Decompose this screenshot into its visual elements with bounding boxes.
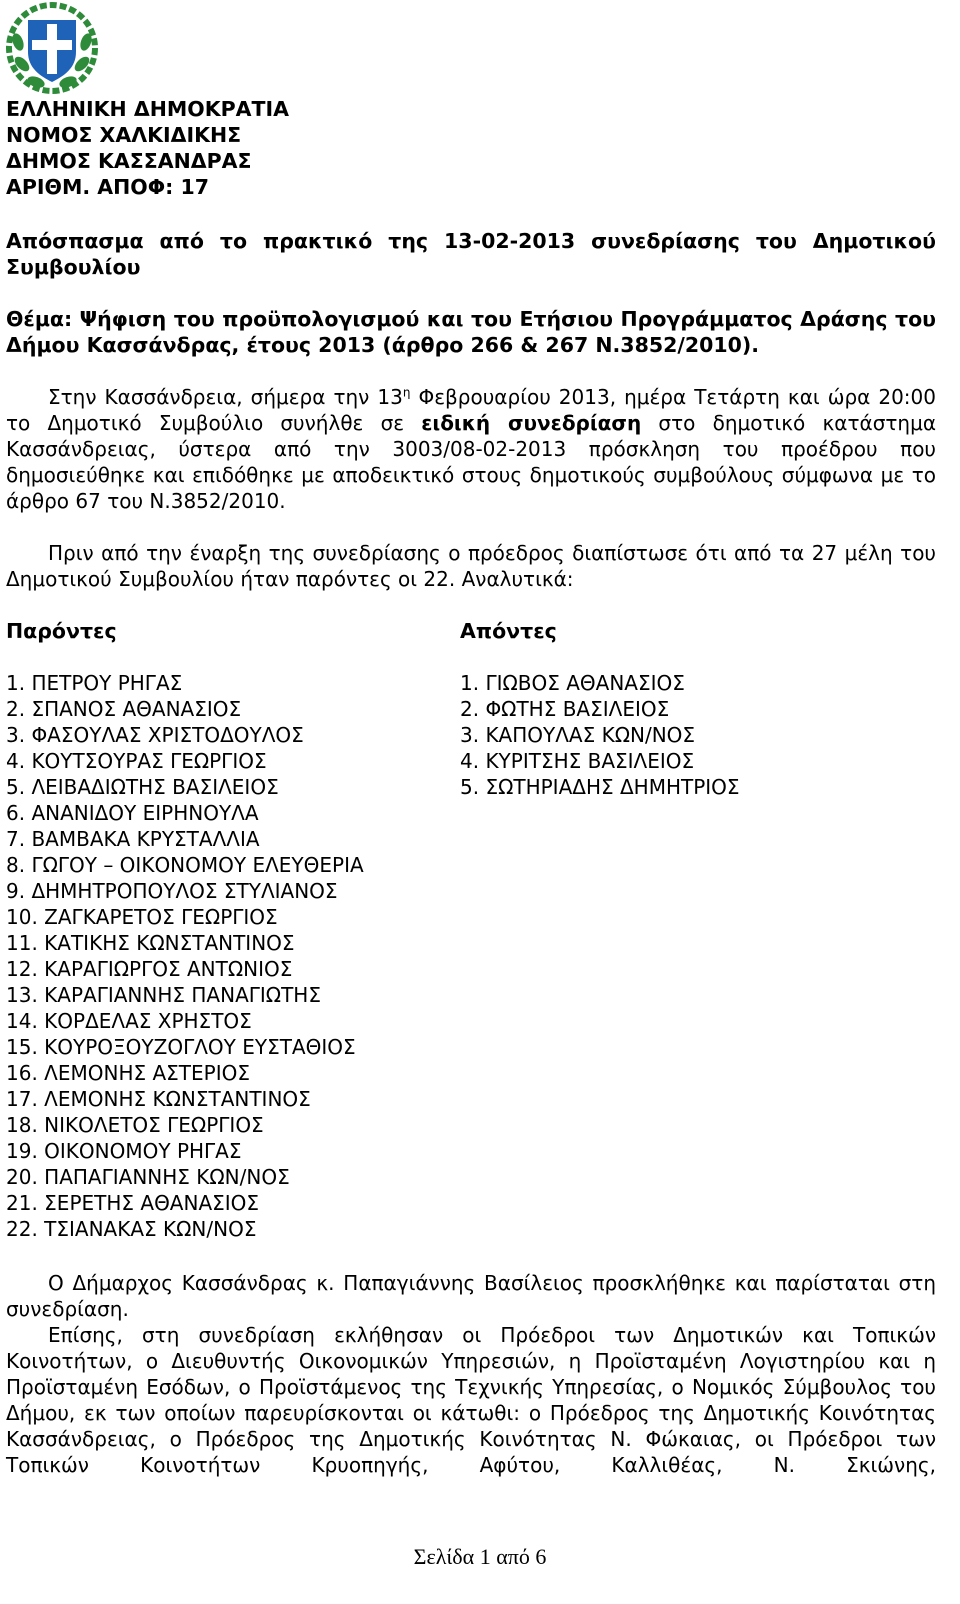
absent-heading: Απόντες: [460, 619, 557, 643]
present-member: 20. ΠΑΠΑΓΙΑΝΝΗΣ ΚΩΝ/ΝΟΣ: [6, 1165, 290, 1189]
header-decision-number: ΑΡΙΘΜ. ΑΠΟΦ: 17: [6, 175, 210, 199]
present-member: 21. ΣΕΡΕΤΗΣ ΑΘΑΝΑΣΙΟΣ: [6, 1191, 260, 1215]
present-member: 16. ΛΕΜΟΝΗΣ ΑΣΤΕΡΙΟΣ: [6, 1061, 250, 1085]
present-member: 8. ΓΩΓΟΥ – ΟΙΚΟΝΟΜΟΥ ΕΛΕΥΘΕΡΙΑ: [6, 853, 364, 877]
para1-ordinal: η: [402, 385, 411, 400]
page-number: Σελίδα 1 από 6: [413, 1544, 547, 1569]
present-member: 12. ΚΑΡΑΓΙΩΡΓΟΣ ΑΝΤΩΝΙΟΣ: [6, 957, 293, 981]
present-member: 2. ΣΠΑΝΟΣ ΑΘΑΝΑΣΙΟΣ: [6, 697, 242, 721]
subject: Θέμα: Ψήφιση του προϋπολογισμού και του Ετήσιου Προγράμματος Δράσης του Δήμου Κασσάνδρας, έτους 2013 (άρθρο 266 & 267 Ν.3852/2010).: [6, 307, 936, 357]
mayor-paragraph: Ο Δήμαρχος Κασσάνδρας κ. Παπαγιάννης Βασίλειος προσκλήθηκε και παρίσταται στη συνεδρίαση.: [6, 1271, 936, 1321]
present-list: [6, 670, 364, 1242]
present-member: 18. ΝΙΚΟΛΕΤΟΣ ΓΕΩΡΓΙΟΣ: [6, 1113, 264, 1137]
present-member: 19. ΟΙΚΟΝΟΜΟΥ ΡΗΓΑΣ: [6, 1139, 242, 1163]
absent-member: 1. ΓΙΩΒΟΣ ΑΘΑΝΑΣΙΟΣ: [460, 671, 685, 695]
excerpt-title: Απόσπασμα από το πρακτικό της 13-02-2013 συνεδρίασης του Δημοτικού Συμβουλίου: [6, 229, 936, 279]
quorum-paragraph: Πριν από την έναρξη της συνεδρίασης ο πρόεδρος διαπίστωσε ότι από τα 27 μέλη του Δημοτικού Συμβουλίου ήταν παρόντες οι 22. Αναλυτικά:: [6, 541, 936, 591]
absent-list: [460, 670, 740, 800]
absent-member: 4. ΚΥΡΙΤΣΗΣ ΒΑΣΙΛΕΙΟΣ: [460, 749, 695, 773]
present-member: 3. ΦΑΣΟΥΛΑΣ ΧΡΙΣΤΟΔΟΥΛΟΣ: [6, 723, 304, 747]
present-member: 10. ΖΑΓΚΑΡΕΤΟΣ ΓΕΩΡΓΙΟΣ: [6, 905, 278, 929]
present-member: 13. ΚΑΡΑΓΙΑΝΝΗΣ ΠΑΝΑΓΙΩΤΗΣ: [6, 983, 321, 1007]
invitees-paragraph: Επίσης, στη συνεδρίαση εκλήθησαν οι Πρόεδροι των Δημοτικών και Τοπικών Κοινοτήτων, ο Διευθυντής Οικονομικών Υπηρεσιών, η Προϊσταμένη Λογιστηρίου και η Προϊσταμένη Εσόδων, ο Προϊστάμενος της Τεχνικής Υπηρεσίας, ο Νομικός Σύμβουλος του Δήμου, εκ των οποίων παρευρίσκονται οι κάτωθι: ο Πρόεδρος της Δημοτικής Κοινότητας Κασσάνδρειας, ο Πρόεδρος της Δημοτικής Κοινότητας Ν. Φώκαιας, οι Πρόεδροι των Τοπικών Κοινοτήτων Κρυοπηγής, Αφύτου, Καλλιθέας, Ν. Σκιώνης,: [6, 1323, 936, 1477]
opening-paragraph: [6, 384, 936, 514]
present-member: 14. ΚΟΡΔΕΛΑΣ ΧΡΗΣΤΟΣ: [6, 1009, 252, 1033]
absent-member: 5. ΣΩΤΗΡΙΑΔΗΣ ΔΗΜΗΤΡΙΟΣ: [460, 775, 740, 799]
present-member: 1. ΠΕΤΡΟΥ ΡΗΓΑΣ: [6, 671, 183, 695]
document-header: [6, 96, 289, 200]
present-heading: Παρόντες: [6, 619, 117, 643]
greek-state-emblem-icon: [6, 2, 98, 94]
present-member: 5. ΛΕΙΒΑΔΙΩΤΗΣ ΒΑΣΙΛΕΙΟΣ: [6, 775, 279, 799]
header-republic: ΕΛΛΗΝΙΚΗ ΔΗΜΟΚΡΑΤΙΑ: [6, 97, 289, 121]
present-member: 6. ΑΝΑΝΙΔΟΥ ΕΙΡΗΝΟΥΛΑ: [6, 801, 259, 825]
para1-text-b: Φεβρουαρίου 2013, ημέρα Τετάρτη και ώρα 20:00 το Δημοτικό Συμβούλιο συνήλθε σε: [6, 385, 936, 435]
present-member: 4. ΚΟΥΤΣΟΥΡΑΣ ΓΕΩΡΓΙΟΣ: [6, 749, 267, 773]
present-member: 9. ΔΗΜΗΤΡΟΠΟΥΛΟΣ ΣΤΥΛΙΑΝΟΣ: [6, 879, 338, 903]
absent-member: 3. ΚΑΠΟΥΛΑΣ ΚΩΝ/ΝΟΣ: [460, 723, 696, 747]
header-prefecture: ΝΟΜΟΣ ΧΑΛΚΙΔΙΚΗΣ: [6, 123, 242, 147]
present-member: 7. ΒΑΜΒΑΚΑ ΚΡΥΣΤΑΛΛΙΑ: [6, 827, 260, 851]
header-municipality: ΔΗΜΟΣ ΚΑΣΣΑΝΔΡΑΣ: [6, 149, 252, 173]
present-member: 15. ΚΟΥΡΟΞΟΥΖΟΓΛΟΥ ΕΥΣΤΑΘΙΟΣ: [6, 1035, 356, 1059]
para1-text-a: Στην Κασσάνδρεια, σήμερα την 13: [48, 385, 403, 409]
para1-text-c: στο δημοτικό κατάστημα Κασσάνδρειας, ύστερα από την 3003/08-02-2013 πρόσκληση του προέδρου που δημοσιεύθηκε και επιδόθηκε με αποδεικτικό στους δημοτικούς συμβούλους σύμφωνα με το άρθρο 67 του Ν.3852/2010.: [6, 411, 936, 513]
present-member: 22. ΤΣΙΑΝΑΚΑΣ ΚΩΝ/ΝΟΣ: [6, 1217, 257, 1241]
present-member: 11. ΚΑΤΙΚΗΣ ΚΩΝΣΤΑΝΤΙΝΟΣ: [6, 931, 295, 955]
session-type: ειδική συνεδρίαση: [421, 411, 642, 435]
present-member: 17. ΛΕΜΟΝΗΣ ΚΩΝΣΤΑΝΤΙΝΟΣ: [6, 1087, 311, 1111]
absent-member: 2. ΦΩΤΗΣ ΒΑΣΙΛΕΙΟΣ: [460, 697, 670, 721]
